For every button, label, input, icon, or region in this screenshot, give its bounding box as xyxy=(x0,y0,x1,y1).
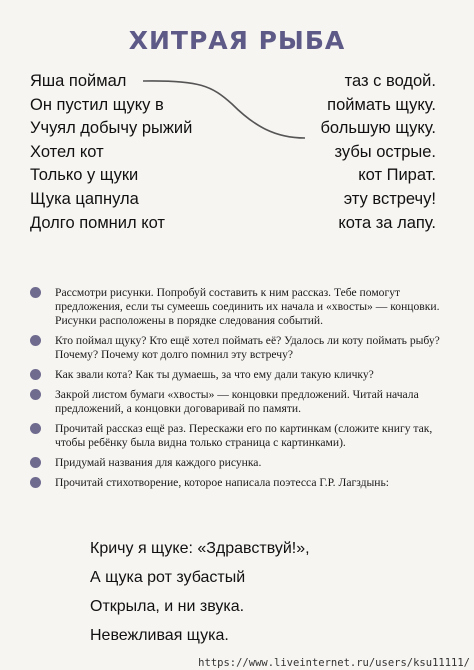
sentence-beginning: Хотел кот xyxy=(30,142,104,161)
task-text: Прочитай стихотворение, которое написала поэтесса Г.Р. Лагздынь: xyxy=(55,476,389,489)
poem-line: Невежливая щука. xyxy=(90,627,229,644)
task-item xyxy=(30,368,450,382)
sentence-beginning: Яша поймал xyxy=(30,72,127,90)
sentence-ending: большую щуку. xyxy=(320,119,436,138)
task-text: Кто поймал щуку? Кто ещё хотел поймать её? Удалось ли коту поймать рыбу? Почему? Почему кот долго помнил эту встречу? xyxy=(55,334,440,361)
sentence-ending: зубы острые. xyxy=(334,142,436,161)
sentence-beginning: Долго помнил кот xyxy=(30,213,165,232)
bullet-icon xyxy=(30,369,41,380)
sentence-ending: таз с водой. xyxy=(344,72,436,90)
sentence-beginning: Щука цапнула xyxy=(30,189,139,208)
poem-line: Открыла, и ни звука. xyxy=(90,598,245,615)
sentence-ending: кот Пират. xyxy=(358,166,436,185)
sentence-beginning: Учуял добычу рыжий xyxy=(30,119,193,138)
bullet-icon xyxy=(30,287,41,298)
task-item xyxy=(30,286,450,328)
bullet-icon xyxy=(30,335,41,346)
poem-line: А щука рот зубастый xyxy=(90,569,246,586)
task-text: Придумай названия для каждого рисунка. xyxy=(55,456,262,469)
poem-line: Кричу я щуке: «Здравствуй!», xyxy=(90,540,310,557)
task-text: Закрой листом бумаги «хвосты» — концовки предложений. Читай начала предложений, а концовки договаривай по памяти. xyxy=(55,388,419,415)
sentence-beginning: Только у щуки xyxy=(30,166,139,185)
bullet-icon xyxy=(30,423,41,434)
task-item xyxy=(30,334,450,362)
page-title: ХИТРАЯ РЫБА xyxy=(128,26,346,55)
task-list xyxy=(30,286,450,496)
bullet-icon xyxy=(30,477,41,488)
sentence-ending: поймать щуку. xyxy=(327,95,436,114)
bullet-icon xyxy=(30,389,41,400)
task-item xyxy=(30,456,450,470)
sentence-beginnings xyxy=(30,70,192,235)
task-item xyxy=(30,388,450,416)
source-url-watermark: https://www.liveinternet.ru/users/ksu11111/ xyxy=(0,657,474,670)
task-text: Как звали кота? Как ты думаешь, за что ему дали такую кличку? xyxy=(55,368,374,381)
task-text: Рассмотри рисунки. Попробуй составить к ним рассказ. Тебе помогут предложения, если ты сумеешь соединить их начала и «хвосты» — концовки. Рисунки расположены в порядке следования событий. xyxy=(55,286,440,327)
poem xyxy=(90,534,310,650)
task-text: Прочитай рассказ ещё раз. Перескажи его по картинкам (сложите книгу так, чтобы ребёнку была видна только страница с картинками). xyxy=(55,422,433,449)
task-item xyxy=(30,422,450,450)
sentence-ending: эту встречу! xyxy=(343,189,436,208)
sentence-endings xyxy=(320,70,436,235)
task-item xyxy=(30,476,450,490)
sentence-beginning: Он пустил щуку в xyxy=(30,95,164,114)
sentence-ending: кота за лапу. xyxy=(338,213,436,232)
bullet-icon xyxy=(30,457,41,468)
